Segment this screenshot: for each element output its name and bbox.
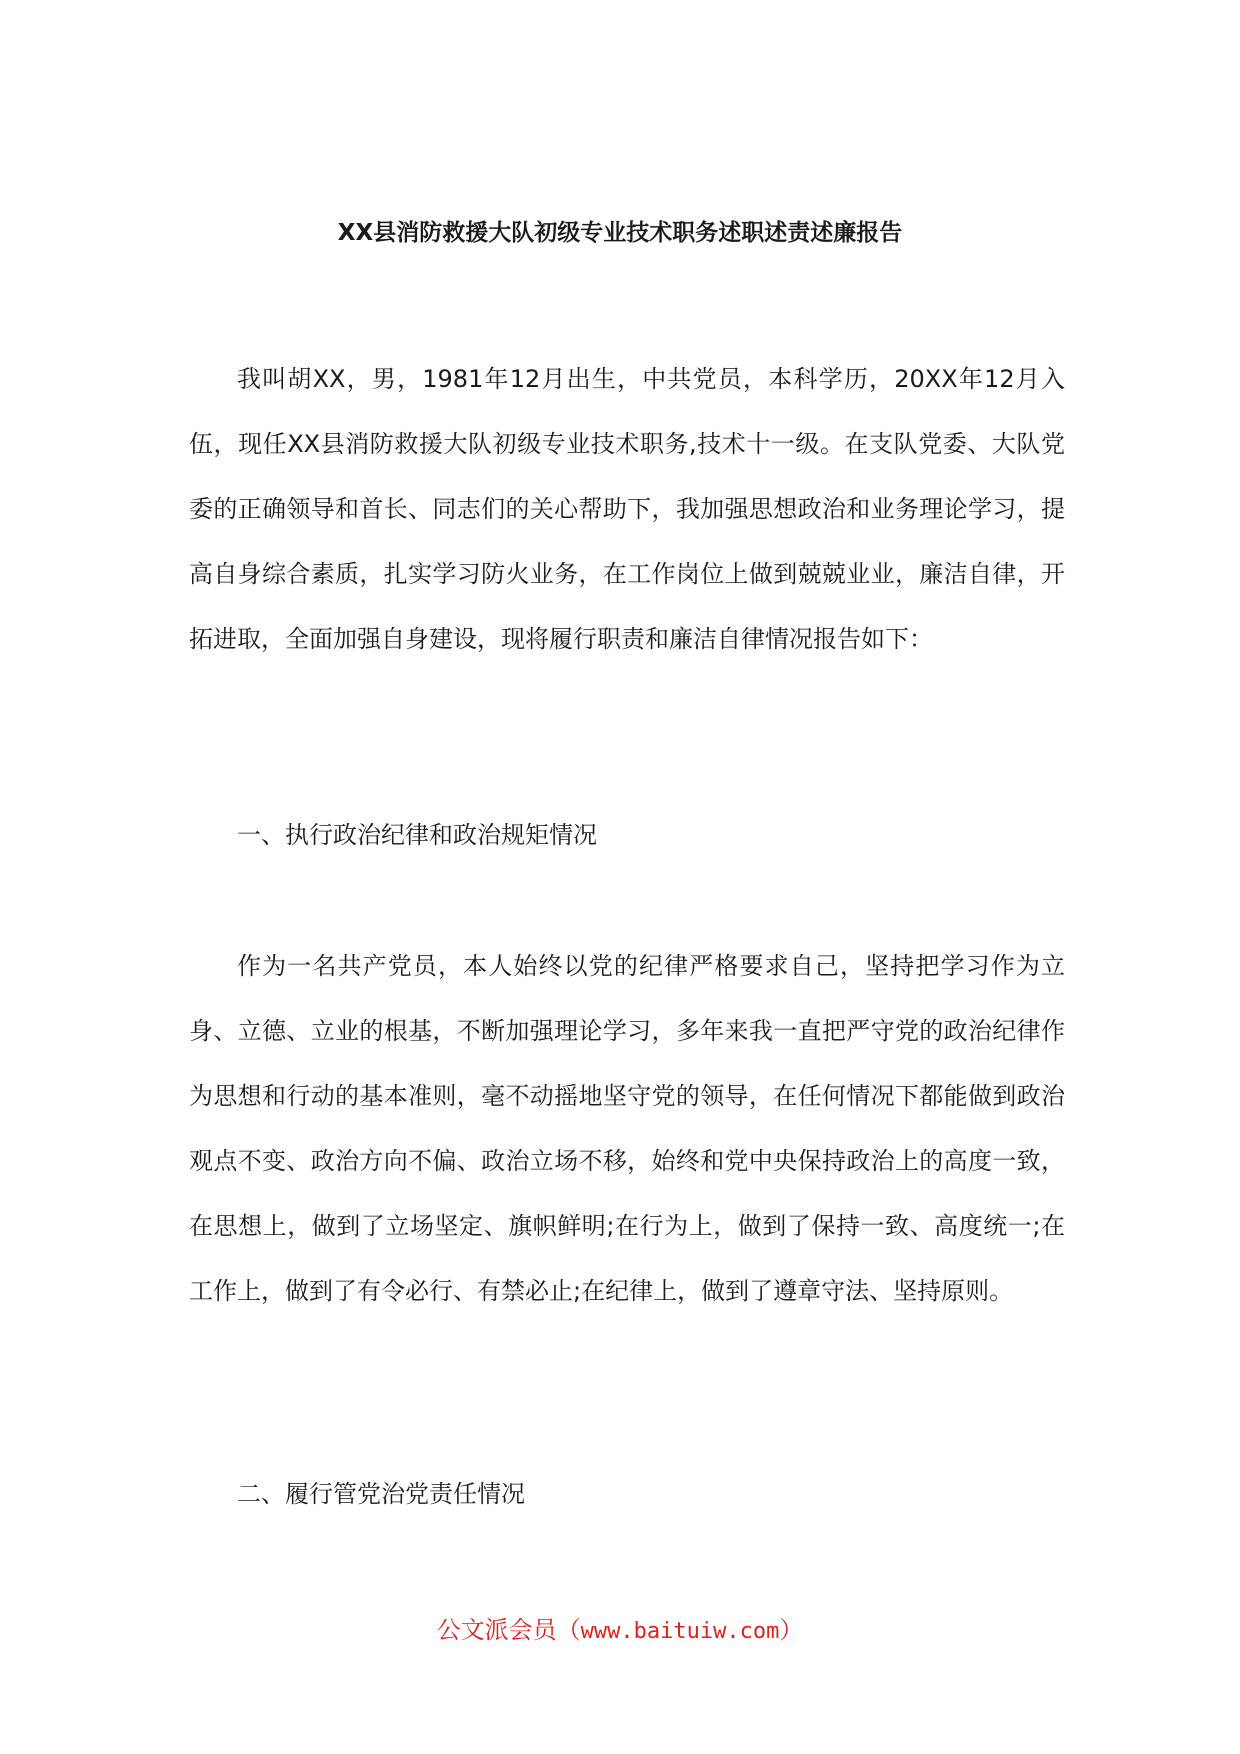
intro-paragraph: 我叫胡XX，男，1981年12月出生，中共党员，本科学历，20XX年12月入伍，现任XX县消防救援大队初级专业技术职务,技术十一级。在支队党委、大队党委的正确领导和首长、同志们的关心帮助下，我加强思想政治和业务理论学习，提高自身综合素质，扎实学习防火业务，在工作岗位上做到兢兢业业，廉洁自律，开拓进取，全面加强自身建设，现将履行职责和廉洁自律情况报告如下：	[189, 365, 1065, 653]
section-1-heading: 一、执行政治纪律和政治规矩情况	[237, 821, 597, 849]
footer-watermark	[0, 1612, 1240, 1650]
footer-label-close: ）	[779, 1616, 804, 1644]
footer-label-open: 公文派会员（	[436, 1616, 581, 1644]
document-title: XX县消防救援大队初级专业技术职务述职述责述廉报告	[337, 220, 903, 246]
section-1-body: 作为一名共产党员，本人始终以党的纪律严格要求自己，坚持把学习作为立身、立德、立业的根基，不断加强理论学习，多年来我一直把严守党的政治纪律作为思想和行动的基本准则，毫不动摇地坚守党的领导，在任何情况下都能做到政治观点不变、政治方向不偏、政治立场不移，始终和党中央保持政治上的高度一致，在思想上，做到了立场坚定、旗帜鲜明;在行为上，做到了保持一致、高度统一;在工作上，做到了有令必行、有禁必止;在纪律上，做到了遵章守法、坚持原则。	[189, 952, 1065, 1305]
section-2-heading: 二、履行管党治党责任情况	[237, 1480, 525, 1508]
footer-url[interactable]: www.baituiw.com	[580, 1619, 780, 1644]
